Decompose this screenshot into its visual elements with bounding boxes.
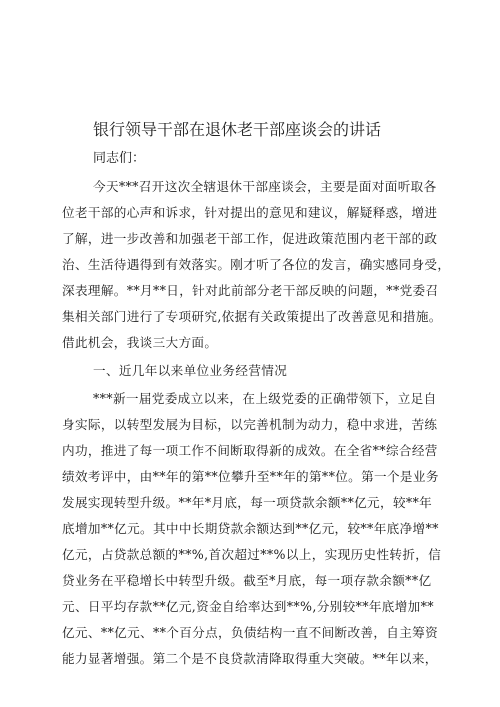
- section-heading-1: 一、近几年以来单位业务经营情况: [93, 363, 288, 378]
- paragraph-1-line: 位老干部的心声和诉求，针对提出的意见和建议，解疑释惑，增进: [62, 205, 438, 220]
- paragraph-2-line: ***新一届党委成立以来，在上级党委的正确带领下，立足自: [93, 391, 437, 406]
- paragraph-2-line: 绩效考评中，由**年的第**位攀升至**年的第**位。第一个是业务: [62, 469, 439, 484]
- paragraph-2-line: 身实际，以转型发展为目标，以完善机制为动力，稳中求进，苦练: [62, 417, 438, 432]
- paragraph-2-line: 元、日平均存款**亿元,资金自给率达到**%,分别较**年底增加**: [62, 599, 434, 614]
- paragraph-2-line: 贷业务在平稳增长中转型升级。截至*月底，每一项存款余额**亿: [62, 573, 432, 588]
- paragraph-2-line: 亿元、**亿元、**个百分点，负债结构一直不间断改善，自主筹资: [62, 625, 439, 640]
- salutation: 同志们：: [93, 151, 146, 166]
- paragraph-1-line: 治、生活待遇得到有效落实。刚才听了各位的发言，确实感同身受，: [62, 257, 451, 272]
- paragraph-1-line: 深表理解。**月**日，针对此前部分老干部反映的问题，**党委召: [62, 283, 439, 298]
- paragraph-1-line: 借此机会，我谈三大方面。: [62, 335, 218, 350]
- paragraph-1-line: 了解，进一步改善和加强老干部工作，促进政策范围内老干部的政: [62, 231, 438, 246]
- paragraph-2-line: 底增加**亿元。其中中长期贷款余额达到**亿元，较**年底净增**: [62, 521, 439, 536]
- paragraph-1-line: 集相关部门进行了专项研究,依据有关政策提出了改善意见和措施。: [62, 309, 442, 324]
- paragraph-1-line: 今天***召开这次全辖退休干部座谈会，主要是面对面听取各: [93, 179, 437, 194]
- paragraph-2-line: 能力显著增强。第二个是不良贷款清降取得重大突破。**年以来，: [62, 651, 438, 666]
- document-title: 银行领导干部在退休老干部座谈会的讲话: [93, 120, 382, 139]
- paragraph-2-line: 发展实现转型升级。**年*月底，每一项贷款余额**亿元，较**年: [62, 495, 433, 510]
- paragraph-2-line: 亿元，占贷款总额的**%,首次超过**%以上，实现历史性转折，信: [62, 547, 442, 562]
- paragraph-2-line: 内功，推进了每一项工作不间断取得新的成效。在全省**综合经营: [62, 443, 438, 458]
